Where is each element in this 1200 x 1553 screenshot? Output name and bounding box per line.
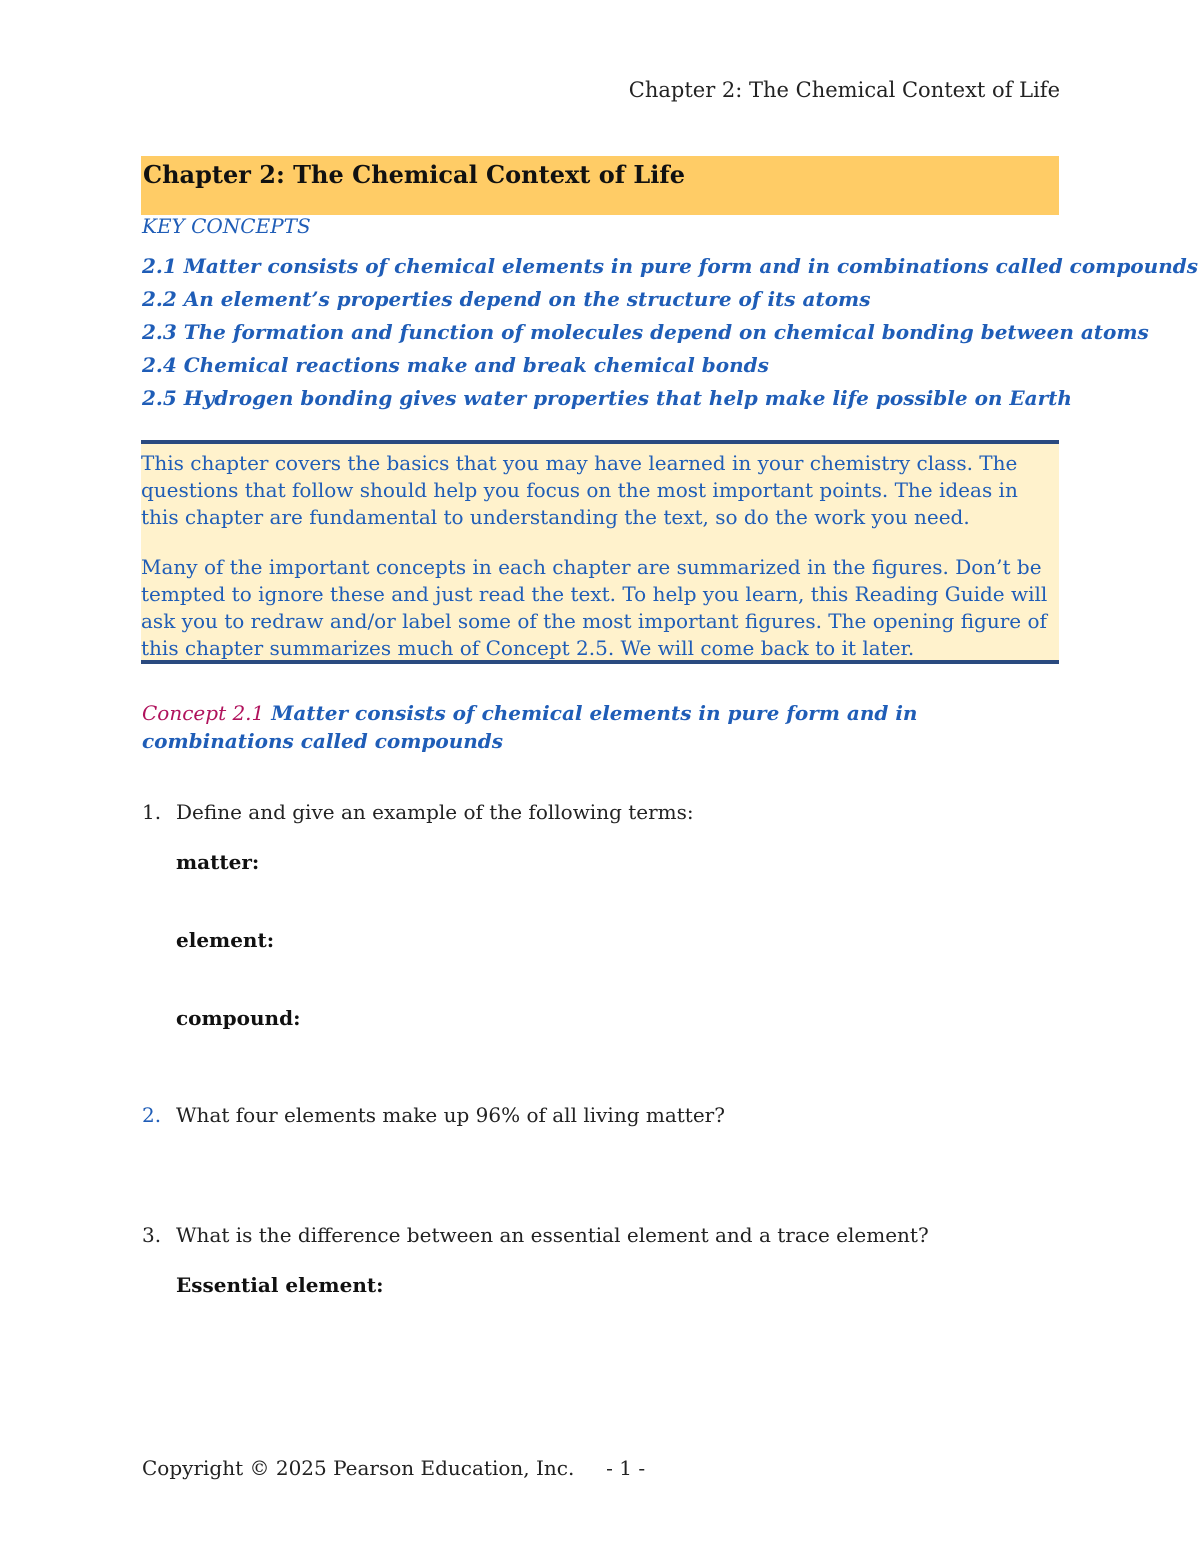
chapter-title: Chapter 2: The Chemical Context of Life (143, 160, 685, 189)
question-3 (142, 1221, 929, 1249)
page-number: - 1 - (606, 1456, 646, 1480)
running-header: Chapter 2: The Chemical Context of Life (628, 78, 1060, 102)
term-label: element: (176, 928, 275, 952)
question-1 (142, 798, 694, 826)
chapter-title-band (141, 156, 1059, 215)
key-concept-item: 2.5 Hydrogen bonding gives water properties that help make life possible on Earth (142, 386, 1072, 410)
key-concept-item: 2.4 Chemical reactions make and break chemical bonds (142, 353, 769, 377)
question-number: 3. (142, 1223, 162, 1247)
question-text: Define and give an example of the following terms: (176, 800, 694, 824)
term-label: Essential element: (176, 1273, 384, 1297)
question-2 (142, 1101, 725, 1129)
question-text: What is the difference between an essential element and a trace element? (176, 1223, 929, 1247)
intro-paragraph-1: This chapter covers the basics that you may have learned in your chemistry class. The questions that follow should help you focus on the most important points. The ideas in this chapter are fundamental to understanding the text, so do the work you need. (141, 451, 1018, 529)
term-label: matter: (176, 850, 260, 874)
concept-text: Matter consists of chemical elements in pure form and in combinations called compounds (142, 701, 918, 753)
question-number: 2. (142, 1103, 162, 1127)
key-concept-item: 2.3 The formation and function of molecules depend on chemical bonding between atoms (142, 320, 1149, 344)
page-footer (142, 1456, 645, 1480)
concept-heading (142, 699, 1042, 755)
concept-label: Concept 2.1 (142, 701, 265, 725)
copyright-text: Copyright © 2025 Pearson Education, Inc. (142, 1456, 575, 1480)
key-concept-item: 2.1 Matter consists of chemical elements in pure form and in combinations called compounds (142, 254, 1198, 278)
key-concepts-heading: KEY CONCEPTS (142, 214, 311, 238)
term-label: compound: (176, 1006, 301, 1030)
intro-box (141, 440, 1059, 664)
question-number: 1. (142, 800, 162, 824)
key-concepts-list (142, 252, 1198, 417)
key-concept-item: 2.2 An element’s properties depend on the structure of its atoms (142, 287, 871, 311)
intro-paragraph-2: Many of the important concepts in each chapter are summarized in the figures. Don’t be tempted to ignore these and just read the text. To help you learn, this Reading Guide will ask you to redraw and/or label some of the most important figures. The opening figure of this chapter summarizes much of Concept 2.5. We will come back to it later. (141, 555, 1048, 660)
question-text: What four elements make up 96% of all living matter? (176, 1103, 725, 1127)
